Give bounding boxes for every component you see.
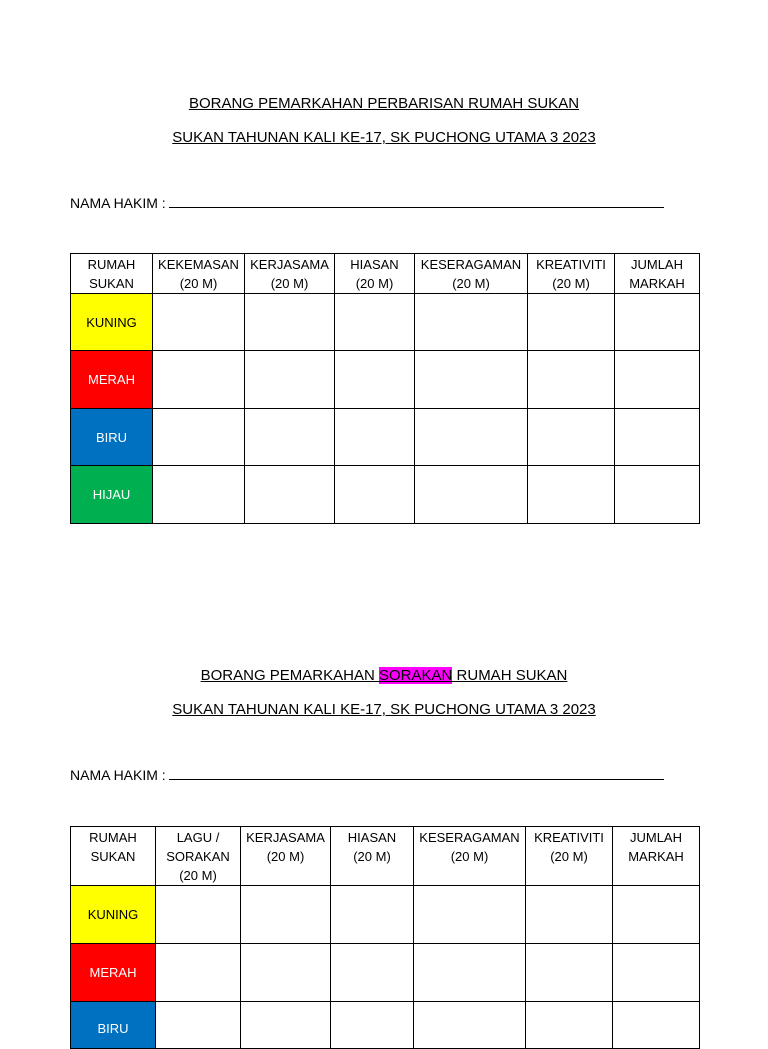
form2-score-table	[70, 826, 700, 1049]
score-cell[interactable]	[414, 944, 526, 1002]
score-cell[interactable]	[153, 294, 245, 351]
total-cell[interactable]	[615, 351, 700, 409]
header-hiasan: HIASAN (20 M)	[331, 827, 414, 886]
table-header-row	[71, 254, 700, 294]
score-cell[interactable]	[245, 351, 335, 409]
form2-title-post: RUMAH SUKAN	[452, 667, 568, 684]
score-cell[interactable]	[415, 466, 528, 524]
score-cell[interactable]	[331, 944, 414, 1002]
score-cell[interactable]	[153, 466, 245, 524]
total-cell[interactable]	[615, 294, 700, 351]
score-cell[interactable]	[528, 294, 615, 351]
table-row	[71, 1002, 700, 1049]
score-cell[interactable]	[415, 351, 528, 409]
score-cell[interactable]	[415, 409, 528, 466]
score-cell[interactable]	[528, 351, 615, 409]
header-rumah-sukan: RUMAH SUKAN	[71, 827, 156, 886]
score-cell[interactable]	[331, 1002, 414, 1049]
table-row	[71, 294, 700, 351]
score-cell[interactable]	[335, 351, 415, 409]
header-lagu-sorakan: LAGU / SORAKAN (20 M)	[156, 827, 241, 886]
table-header-row	[71, 827, 700, 886]
score-cell[interactable]	[335, 466, 415, 524]
header-kekemasan: KEKEMASAN (20 M)	[153, 254, 245, 294]
form2-subtitle: SUKAN TAHUNAN KALI KE-17, SK PUCHONG UTAMA 3 2023	[172, 701, 596, 718]
form2-judge-label: NAMA HAKIM :	[70, 767, 166, 783]
form1-judge-name-line[interactable]	[169, 195, 664, 208]
form1-judge-name	[70, 195, 664, 211]
score-cell[interactable]	[241, 1002, 331, 1049]
house-kuning: KUNING	[71, 294, 153, 351]
form2-title-pre: BORANG PEMARKAHAN	[200, 667, 379, 684]
house-hijau: HIJAU	[71, 466, 153, 524]
score-cell[interactable]	[153, 409, 245, 466]
form2-title	[0, 667, 768, 684]
header-rumah-sukan: RUMAH SUKAN	[71, 254, 153, 294]
form1-subtitle: SUKAN TAHUNAN KALI KE-17, SK PUCHONG UTAMA 3 2023	[172, 129, 596, 146]
form1-title: BORANG PEMARKAHAN PERBARISAN RUMAH SUKAN	[188, 95, 580, 112]
form2-title-highlight: SORAKAN	[379, 667, 453, 684]
house-biru: BIRU	[71, 1002, 156, 1049]
table-row	[71, 351, 700, 409]
house-biru: BIRU	[71, 409, 153, 466]
total-cell[interactable]	[615, 466, 700, 524]
form1-score-table	[70, 253, 700, 524]
score-cell[interactable]	[415, 294, 528, 351]
table-row	[71, 466, 700, 524]
total-cell[interactable]	[615, 409, 700, 466]
score-cell[interactable]	[245, 294, 335, 351]
header-keseragaman: KESERAGAMAN (20 M)	[415, 254, 528, 294]
total-cell[interactable]	[613, 886, 700, 944]
score-cell[interactable]	[526, 944, 613, 1002]
form2-judge-name-line[interactable]	[169, 767, 664, 780]
header-kerjasama: KERJASAMA (20 M)	[241, 827, 331, 886]
form1-judge-label: NAMA HAKIM :	[70, 195, 166, 211]
score-cell[interactable]	[156, 886, 241, 944]
score-cell[interactable]	[414, 1002, 526, 1049]
header-hiasan: HIASAN (20 M)	[335, 254, 415, 294]
house-merah: MERAH	[71, 944, 156, 1002]
score-cell[interactable]	[241, 944, 331, 1002]
table-row	[71, 409, 700, 466]
score-cell[interactable]	[414, 886, 526, 944]
header-jumlah-markah: JUMLAH MARKAH	[613, 827, 700, 886]
header-kreativiti: KREATIVITI (20 M)	[528, 254, 615, 294]
score-cell[interactable]	[156, 944, 241, 1002]
score-cell[interactable]	[528, 409, 615, 466]
score-cell[interactable]	[156, 1002, 241, 1049]
score-cell[interactable]	[153, 351, 245, 409]
table-row	[71, 886, 700, 944]
score-cell[interactable]	[335, 409, 415, 466]
score-cell[interactable]	[526, 1002, 613, 1049]
score-cell[interactable]	[245, 466, 335, 524]
house-merah: MERAH	[71, 351, 153, 409]
score-cell[interactable]	[331, 886, 414, 944]
score-cell[interactable]	[528, 466, 615, 524]
score-cell[interactable]	[245, 409, 335, 466]
header-jumlah-markah: JUMLAH MARKAH	[615, 254, 700, 294]
house-kuning: KUNING	[71, 886, 156, 944]
form2-judge-name	[70, 767, 664, 783]
header-kerjasama: KERJASAMA (20 M)	[245, 254, 335, 294]
score-cell[interactable]	[526, 886, 613, 944]
total-cell[interactable]	[613, 1002, 700, 1049]
total-cell[interactable]	[613, 944, 700, 1002]
score-cell[interactable]	[335, 294, 415, 351]
header-kreativiti: KREATIVITI (20 M)	[526, 827, 613, 886]
score-cell[interactable]	[241, 886, 331, 944]
table-row	[71, 944, 700, 1002]
header-keseragaman: KESERAGAMAN (20 M)	[414, 827, 526, 886]
